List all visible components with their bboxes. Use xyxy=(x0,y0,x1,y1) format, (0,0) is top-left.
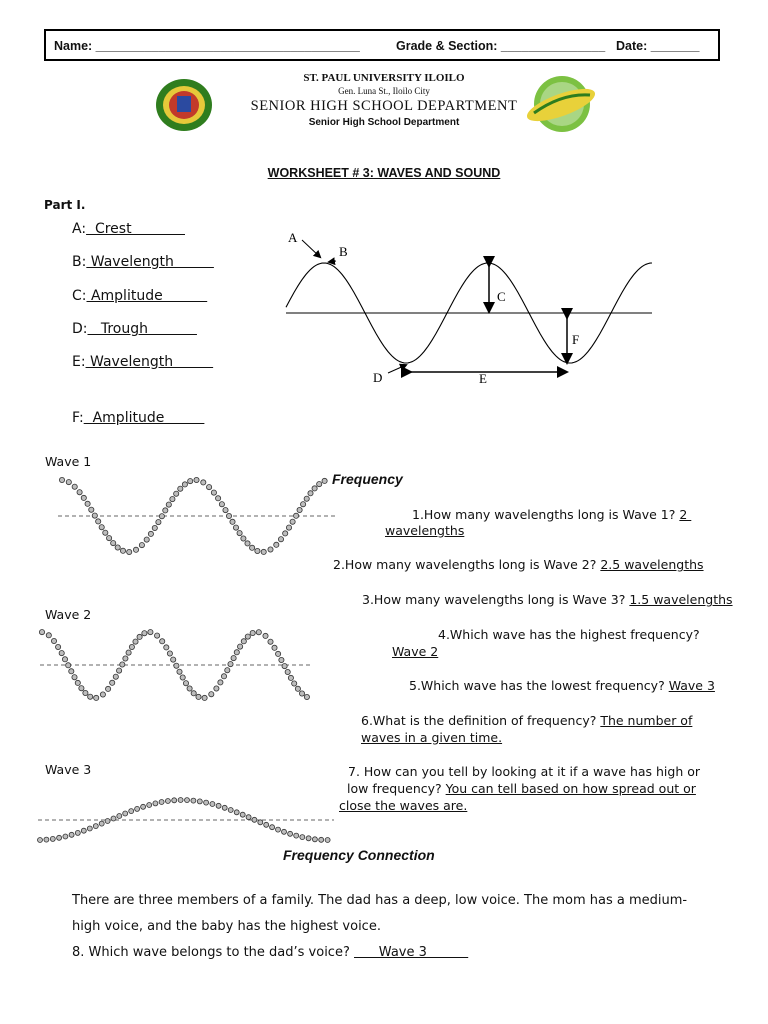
wave-bead xyxy=(69,832,74,837)
wave-bead xyxy=(177,669,182,674)
wave-bead xyxy=(255,548,260,553)
wave-bead xyxy=(204,800,209,805)
wave-bead xyxy=(304,694,309,699)
question-1: 1.How many wavelengths long is Wave 1? 2 xyxy=(412,507,692,522)
wave-bead xyxy=(240,812,245,817)
wave-bead xyxy=(286,525,291,530)
arrow-b xyxy=(329,261,336,262)
wave-bead xyxy=(276,651,281,656)
wave-bead xyxy=(191,691,196,696)
wave-bead xyxy=(129,644,134,649)
answer-6-cont: waves in a given time. xyxy=(361,730,503,745)
wave-bead xyxy=(142,631,147,636)
name-field[interactable]: Name: ______________________________________ xyxy=(54,39,360,53)
student-info-box xyxy=(44,29,720,61)
wave-bead xyxy=(245,541,250,546)
wave-bead xyxy=(66,480,71,485)
wave-bead xyxy=(288,831,293,836)
wave-bead xyxy=(75,830,80,835)
wave-bead xyxy=(141,804,146,809)
wave-bead xyxy=(187,686,192,691)
answer-e: E: Wavelength xyxy=(72,354,214,370)
wave-bead xyxy=(237,531,242,536)
wave-bead xyxy=(160,639,165,644)
wave-bead xyxy=(325,838,330,843)
frequency-connection-heading: Frequency Connection xyxy=(283,847,435,863)
question-6: 6.What is the definition of frequency? The number of xyxy=(361,713,693,728)
wave-bead xyxy=(197,799,202,804)
wave-bead xyxy=(127,549,132,554)
wave-bead xyxy=(226,513,231,518)
wave-bead xyxy=(93,824,98,829)
wave-bead xyxy=(297,507,302,512)
wave-bead xyxy=(137,634,142,639)
wave-bead xyxy=(252,817,257,822)
wave-bead xyxy=(216,496,221,501)
wave-bead xyxy=(174,491,179,496)
wave-bead xyxy=(294,513,299,518)
wave-bead xyxy=(191,798,196,803)
wave-bead xyxy=(272,645,277,650)
school-address: Gen. Luna St., Iloilo City xyxy=(338,86,430,96)
wave-bead xyxy=(77,490,82,495)
wave-bead xyxy=(72,675,77,680)
wave-bead xyxy=(178,486,183,491)
wave-bead xyxy=(233,525,238,530)
wave-bead xyxy=(133,547,138,552)
wave-bead xyxy=(295,686,300,691)
wave-bead xyxy=(155,633,160,638)
answer-1-cont: wavelengths xyxy=(385,523,465,538)
wave-bead xyxy=(165,799,170,804)
wave-bead xyxy=(152,525,157,530)
wave-bead xyxy=(110,680,115,685)
wave-bead xyxy=(174,663,179,668)
label-a: A xyxy=(288,230,298,245)
wave-bead xyxy=(38,838,43,843)
wave1-diagram xyxy=(36,470,346,570)
wave-bead xyxy=(263,633,268,638)
wave-bead xyxy=(170,497,175,502)
wave-bead xyxy=(39,630,44,635)
wave-bead xyxy=(171,657,176,662)
wave-bead xyxy=(99,821,104,826)
wave-bead xyxy=(123,656,128,661)
wave-bead xyxy=(144,537,149,542)
answer-c: C: Amplitude xyxy=(72,288,208,304)
wave-bead xyxy=(120,662,125,667)
wave-bead xyxy=(63,834,68,839)
wave-bead xyxy=(250,630,255,635)
wave-bead xyxy=(219,502,224,507)
wave-bead xyxy=(103,530,108,535)
wave-bead xyxy=(185,798,190,803)
wave-bead xyxy=(210,802,215,807)
answer-b: B: Wavelength xyxy=(72,254,214,270)
wave-bead xyxy=(166,502,171,507)
question-2: 2.How many wavelengths long is Wave 2? 2.5 wavelengths xyxy=(333,557,704,572)
wave-bead xyxy=(89,507,94,512)
wave-bead xyxy=(85,501,90,506)
wave-bead xyxy=(261,549,266,554)
wave-bead xyxy=(188,479,193,484)
wave-bead xyxy=(290,519,295,524)
wave-bead xyxy=(230,519,235,524)
wave-bead xyxy=(81,495,86,500)
wave-bead xyxy=(164,645,169,650)
wave-bead xyxy=(299,691,304,696)
wave-bead xyxy=(221,674,226,679)
wave-bead xyxy=(59,477,64,482)
wave-bead xyxy=(153,801,158,806)
question-4: 4.Which wave has the highest frequency? xyxy=(438,627,700,642)
wave-bead xyxy=(113,674,118,679)
grade-section-field[interactable]: Grade & Section: _______________ xyxy=(396,39,606,53)
wave-bead xyxy=(117,814,122,819)
wave-bead xyxy=(201,480,206,485)
wave-bead xyxy=(159,514,164,519)
wave-bead xyxy=(304,496,309,501)
question-7: 7. How can you tell by looking at it if a wave has high or xyxy=(348,764,701,779)
wave-bead xyxy=(106,686,111,691)
wave-bead xyxy=(87,826,92,831)
wave-bead xyxy=(83,690,88,695)
wave-bead xyxy=(250,545,255,550)
answer-7-cont: close the waves are. xyxy=(339,798,468,813)
wave-bead xyxy=(44,837,49,842)
wave-bead xyxy=(129,809,134,814)
wave-bead xyxy=(133,639,138,644)
wave-bead xyxy=(256,630,261,635)
wave-bead xyxy=(222,805,227,810)
question-8: 8. Which wave belongs to the dad’s voice? Wave 3 xyxy=(72,945,469,960)
wave-bead xyxy=(196,694,201,699)
wave-bead xyxy=(148,630,153,635)
answer-f: F: Amplitude xyxy=(72,410,205,426)
wave-bead xyxy=(167,651,172,656)
wave-bead xyxy=(147,803,152,808)
wave-bead xyxy=(66,663,71,668)
wave-anatomy-diagram xyxy=(280,225,660,390)
wave-bead xyxy=(59,651,64,656)
wave-bead xyxy=(283,531,288,536)
wave-bead xyxy=(228,808,233,813)
wave-bead xyxy=(312,486,317,491)
wave-bead xyxy=(172,798,177,803)
wave-bead xyxy=(246,815,251,820)
wave-bead xyxy=(241,639,246,644)
wave-bead xyxy=(241,536,246,541)
wave-bead xyxy=(111,816,116,821)
wave-bead xyxy=(211,490,216,495)
date-field[interactable]: Date: _______ xyxy=(616,39,700,53)
wave-bead xyxy=(218,680,223,685)
wave-bead xyxy=(258,820,263,825)
label-c: C xyxy=(497,289,506,304)
wave-bead xyxy=(194,477,199,482)
wave-bead xyxy=(317,482,322,487)
wave-bead xyxy=(268,547,273,552)
wave-bead xyxy=(148,531,153,536)
wave-bead xyxy=(92,513,97,518)
wave-bead xyxy=(69,669,74,674)
wave-bead xyxy=(278,537,283,542)
worksheet-title: WORKSHEET # 3: WAVES AND SOUND xyxy=(267,166,501,180)
wave-bead xyxy=(225,668,230,673)
wave-bead xyxy=(288,675,293,680)
wave-bead xyxy=(46,633,51,638)
wave3-label: Wave 3 xyxy=(45,762,92,777)
answer-d: D: Trough xyxy=(72,321,197,337)
part-label: Part I. xyxy=(44,198,86,212)
wave-bead xyxy=(94,695,99,700)
wave-bead xyxy=(279,657,284,662)
wave-bead xyxy=(312,837,317,842)
wave-bead xyxy=(228,662,233,667)
wave-bead xyxy=(322,478,327,483)
wave-bead xyxy=(50,836,55,841)
wave-bead xyxy=(96,519,101,524)
wave-bead xyxy=(276,827,281,832)
wave-bead xyxy=(214,686,219,691)
wave-bead xyxy=(300,835,305,840)
wave-bead xyxy=(178,798,183,803)
wave-bead xyxy=(292,681,297,686)
wave-bead xyxy=(231,656,236,661)
wave-bead xyxy=(51,638,56,643)
label-f: F xyxy=(572,332,580,347)
answer-8: Wave 3 xyxy=(354,945,469,960)
question-3: 3.How many wavelengths long is Wave 3? 1.5 wavelengths xyxy=(362,592,733,607)
wave-bead xyxy=(282,664,287,669)
wave-bead xyxy=(107,536,112,541)
wave-bead xyxy=(79,686,84,691)
question-5: 5.Which wave has the lowest frequency? Wave 3 xyxy=(409,678,715,693)
wave-bead xyxy=(180,675,185,680)
wave-bead xyxy=(234,650,239,655)
answer-4: Wave 2 xyxy=(392,644,439,659)
wave-bead xyxy=(75,680,80,685)
wave2-label: Wave 2 xyxy=(45,607,92,622)
wave-bead xyxy=(319,837,324,842)
wave-bead xyxy=(183,681,188,686)
wave-bead xyxy=(245,634,250,639)
wave-bead xyxy=(111,541,116,546)
label-b: B xyxy=(339,244,348,259)
wave-bead xyxy=(72,484,77,489)
wave2-diagram xyxy=(36,620,326,710)
question-7-cont: low frequency? You can tell based on how spread out or xyxy=(347,781,696,796)
wave-bead xyxy=(120,548,125,553)
wave-bead xyxy=(105,819,110,824)
label-e: E xyxy=(479,371,487,386)
wave-bead xyxy=(100,692,105,697)
wave-bead xyxy=(274,542,279,547)
wave-bead xyxy=(216,803,221,808)
wave-bead xyxy=(99,525,104,530)
arrow-a xyxy=(302,240,320,257)
wave-bead xyxy=(209,692,214,697)
department-subtitle: Senior High School Department xyxy=(308,117,460,128)
wave-bead xyxy=(159,800,164,805)
wave-bead xyxy=(135,806,140,811)
wave-bead xyxy=(264,822,269,827)
wave-bead xyxy=(285,669,290,674)
wave-bead xyxy=(223,508,228,513)
arrow-d xyxy=(388,365,406,373)
wave-bead xyxy=(294,833,299,838)
wave-bead xyxy=(301,502,306,507)
wave-bead xyxy=(308,491,313,496)
wave3-diagram xyxy=(34,788,344,848)
wave-bead xyxy=(207,485,212,490)
wave-bead xyxy=(306,836,311,841)
wave-bead xyxy=(282,829,287,834)
wave-bead xyxy=(139,543,144,548)
wave-bead xyxy=(62,657,67,662)
wave-bead xyxy=(182,482,187,487)
wave-bead xyxy=(238,644,243,649)
wave-bead xyxy=(57,835,62,840)
family-paragraph: There are three members of a family. The dad has a deep, low voice. The mom has a medium-high voice, and the baby has the highest voice. xyxy=(72,893,688,934)
wave-bead xyxy=(115,545,120,550)
department-title: SENIOR HIGH SCHOOL DEPARTMENT xyxy=(250,98,518,114)
wave-bead xyxy=(88,694,93,699)
wave-bead xyxy=(126,650,131,655)
frequency-heading: Frequency xyxy=(332,471,403,487)
wave1-label: Wave 1 xyxy=(45,454,92,469)
wave-bead xyxy=(202,695,207,700)
wave-bead xyxy=(163,508,168,513)
wave-bead xyxy=(56,644,61,649)
wave-bead xyxy=(234,810,239,815)
wave-bead xyxy=(270,825,275,830)
answer-a: A: Crest xyxy=(72,221,185,237)
wave-bead xyxy=(156,520,161,525)
wave-bead xyxy=(81,828,86,833)
wave-bead xyxy=(268,639,273,644)
label-d: D xyxy=(373,370,383,385)
wave-bead xyxy=(123,811,128,816)
school-name: ST. PAUL UNIVERSITY ILOILO xyxy=(303,72,465,84)
wave-bead xyxy=(117,668,122,673)
